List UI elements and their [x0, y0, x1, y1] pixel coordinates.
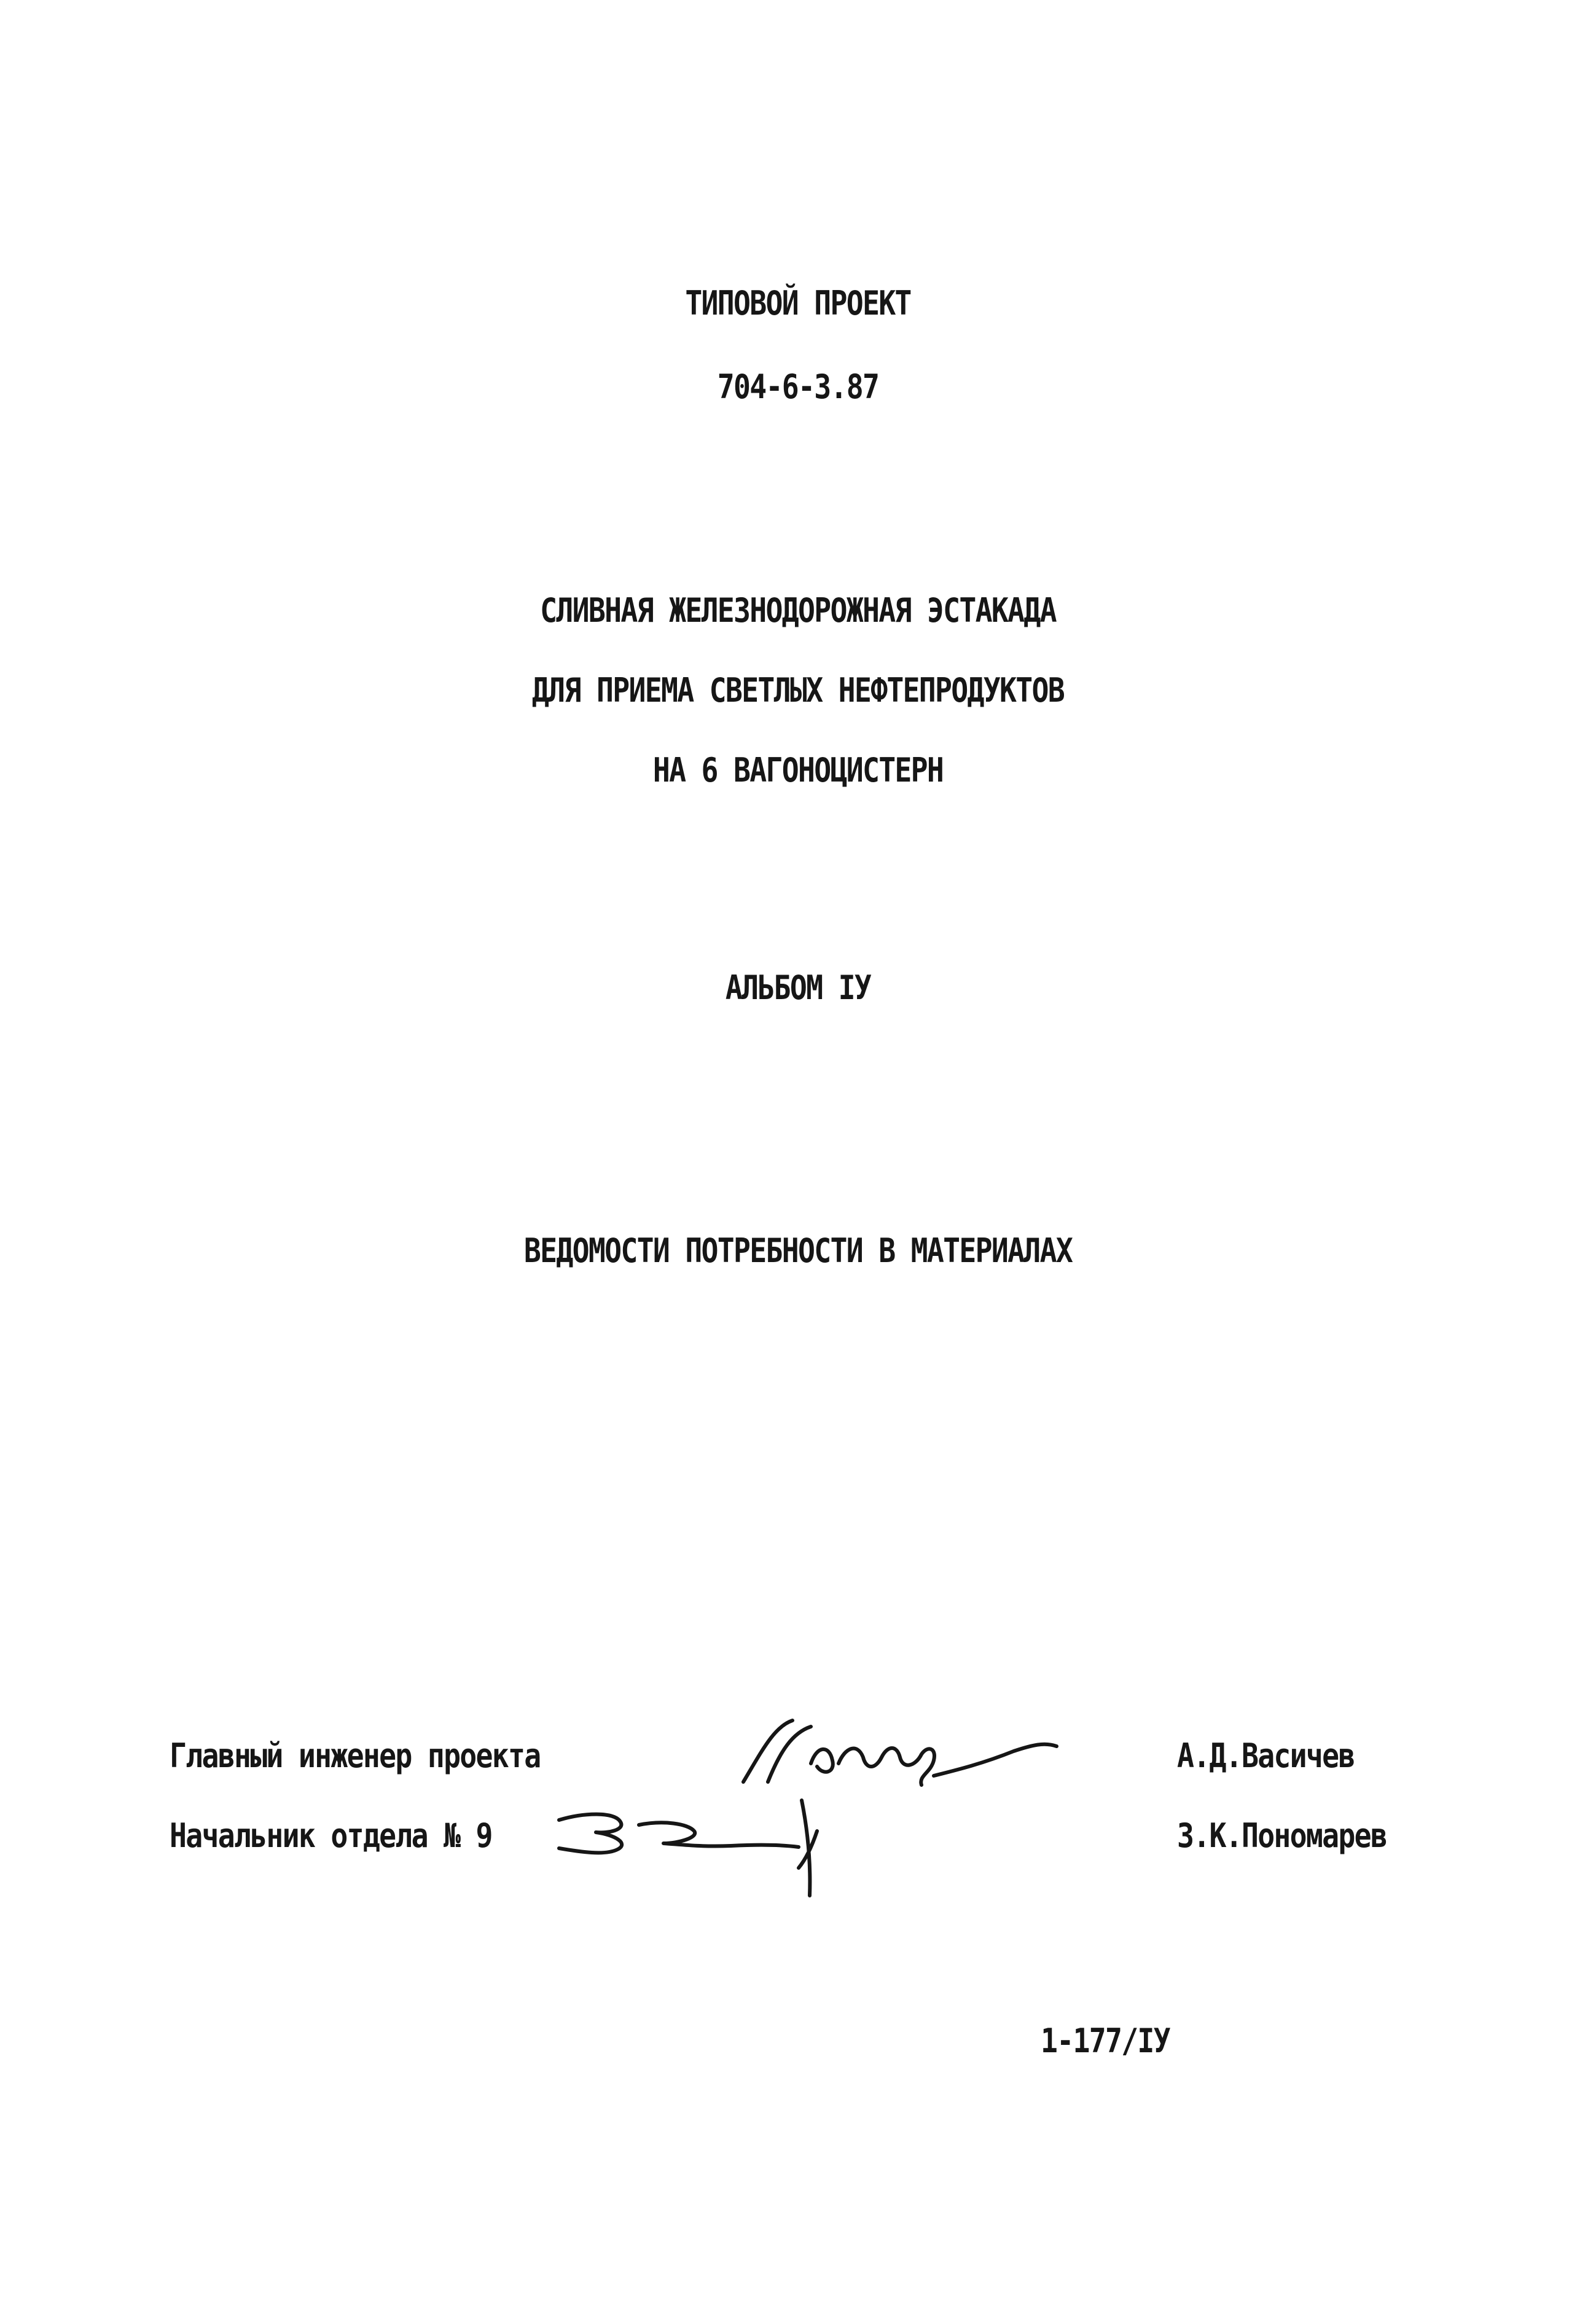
project-name-line-2: ДЛЯ ПРИЕМА СВЕТЛЫХ НЕФТЕПРОДУКТОВ [532, 671, 1064, 710]
department-head-name: З.К.Пономарев [1177, 1816, 1387, 1855]
document-subject: ВЕДОМОСТИ ПОТРЕБНОСТИ В МАТЕРИАЛАХ [523, 1231, 1073, 1270]
project-number: 704-6-3.87 [717, 367, 879, 406]
document-title: ТИПОВОЙ ПРОЕКТ [685, 284, 911, 323]
chief-engineer-signature [725, 1708, 1069, 1800]
department-head-role: Начальник отдела № 9 [170, 1816, 492, 1855]
chief-engineer-role: Главный инженер проекта [170, 1736, 541, 1775]
department-head-signature [547, 1788, 891, 1899]
document-code: 1-177/IУ [1041, 2022, 1170, 2060]
chief-engineer-name: А.Д.Васичев [1177, 1736, 1355, 1775]
project-name-line-3: НА 6 ВАГОНОЦИСТЕРН [652, 751, 944, 790]
project-name-line-1: СЛИВНАЯ ЖЕЛЕЗНОДОРОЖНАЯ ЭСТАКАДА [540, 591, 1056, 630]
album-label: АЛЬБОМ IУ [725, 968, 871, 1007]
